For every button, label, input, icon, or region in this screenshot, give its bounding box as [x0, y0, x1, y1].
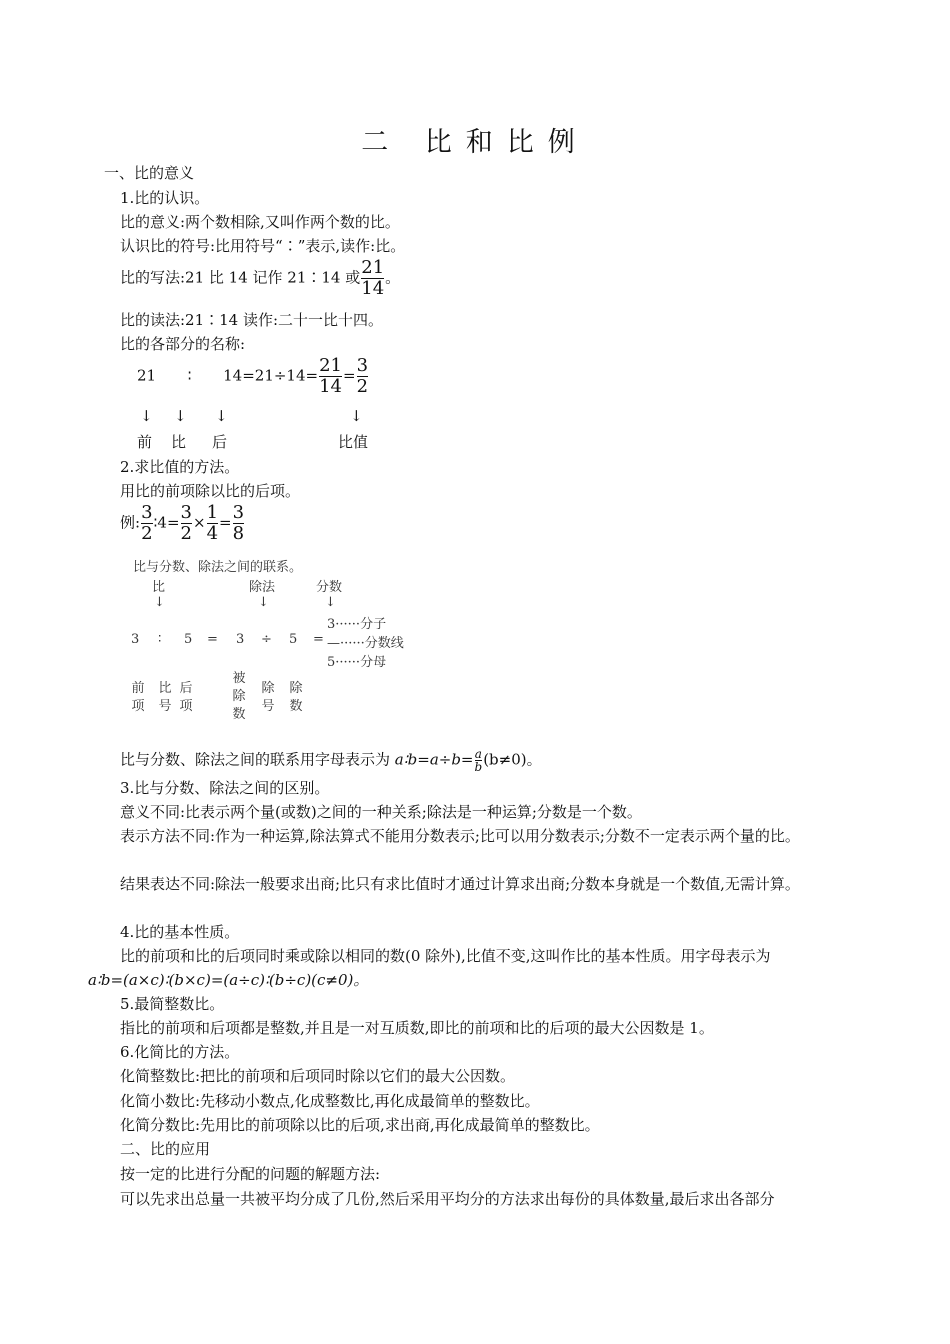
parts-colon: ∶: [187, 366, 192, 385]
subheading-3: 3.比与分数、除法之间的区别。: [120, 779, 330, 797]
paragraph-simplify-integer: 化简整数比:把比的前项和后项同时除以它们的最大公因数。: [120, 1067, 516, 1085]
figure-term: =: [207, 632, 218, 647]
down-arrow-icon: ↓: [258, 595, 269, 610]
paragraph-simplify-decimal: 化简小数比:先移动小数点,化成整数比,再化成最简单的整数比。: [120, 1092, 540, 1110]
fraction-numerator: a: [474, 747, 482, 761]
subheading-2: 2.求比值的方法。: [120, 458, 240, 476]
figure-label-division-sign: 除号: [261, 681, 275, 714]
paragraph-reading: 比的读法:21∶14 读作:二十一比十四。: [120, 311, 384, 329]
fraction-denominator: b: [474, 760, 483, 774]
paragraph-distribution-method: 按一定的比进行分配的问题的解题方法:: [120, 1165, 381, 1183]
section-heading-2: 二、比的应用: [120, 1140, 211, 1158]
figure-label-division: 除法: [249, 580, 276, 595]
subheading-1: 1.比的认识。: [120, 189, 210, 207]
example-fraction-d: [233, 503, 244, 544]
parts-front-term: 21: [137, 366, 157, 385]
subheading-5: 5.最简整数比。: [120, 995, 225, 1013]
paragraph-basic-property: 比的前项和比的后项同时乘或除以相同的数(0 除外),比值不变,这叫作比的基本性质。用字母表示为: [120, 947, 771, 965]
example-label: 例:: [120, 513, 141, 532]
figure-label-fraction: 分数: [316, 580, 343, 595]
figure-term: 5: [289, 632, 298, 647]
example-fraction-a: [141, 503, 152, 544]
figure-numerator-note: 3······分子: [327, 617, 387, 632]
down-arrow-icon: ↓: [140, 407, 153, 425]
relation-condition: (b≠0)。: [483, 750, 542, 769]
paragraph-simplify-fraction: 化简分数比:先用比的前项除以比的后项,求出商,再化成最简单的整数比。: [120, 1116, 600, 1134]
fraction-denominator: 14: [361, 278, 385, 299]
figure-title: 比与分数、除法之间的联系。: [133, 560, 303, 575]
fraction-numerator: 21: [319, 355, 342, 376]
paragraph-writing: [120, 258, 400, 299]
label-back: 后: [212, 433, 228, 451]
subheading-4: 4.比的基本性质。: [120, 923, 240, 941]
fraction-denominator: 8: [232, 523, 245, 544]
writing-end: 。: [385, 268, 401, 287]
paragraph-symbol: 认识比的符号:比用符号“∶”表示,读作:比。: [120, 237, 406, 255]
label-value: 比值: [338, 433, 369, 451]
page-title: 二 比和比例: [361, 127, 589, 158]
relation-fraction: [475, 748, 483, 773]
figure-term: ∶: [158, 632, 162, 647]
parts-back-term-expression: 14=21÷14=: [223, 366, 319, 385]
example-fraction-c: [207, 503, 218, 544]
fraction-denominator: 2: [141, 523, 153, 544]
figure-term: 3: [131, 632, 140, 647]
figure-term: 3: [236, 632, 245, 647]
figure-label-ratio-sign: 比号: [158, 681, 172, 714]
example-expression: [120, 503, 245, 544]
figure-label-dividend: 被除数: [232, 671, 246, 722]
subheading-6: 6.化简比的方法。: [120, 1043, 240, 1061]
example-equals: =: [219, 513, 232, 532]
down-arrow-icon: ↓: [174, 407, 187, 425]
parts-fraction-3-2: [357, 356, 368, 397]
paragraph-distribution-steps: 可以先求出总量一共被平均分成了几份,然后采用平均分的方法求出每份的具体数量,最后求出各部分: [120, 1190, 775, 1208]
figure-term: ÷: [261, 632, 272, 647]
fraction-numerator: 3: [232, 502, 245, 523]
fraction-denominator: 2: [180, 523, 192, 544]
down-arrow-icon: ↓: [350, 407, 363, 425]
paragraph-simplest-ratio: 指比的前项和后项都是整数,并且是一对互质数,即比的前项和比的后项的最大公因数是 1。: [120, 1019, 714, 1037]
relation-expression: a∶b=a÷b=: [394, 750, 474, 769]
basic-property-formula: a∶b=(a×c)∶(b×c)=(a÷c)∶(b÷c)(c≠0)。: [88, 971, 369, 989]
fraction-numerator: 3: [356, 355, 369, 376]
figure-denominator-note: 5······分母: [327, 655, 387, 670]
figure-label-divisor: 除数: [289, 681, 303, 714]
fraction-numerator: 3: [141, 502, 153, 523]
figure-label-front-term: 前项: [131, 681, 145, 714]
parts-expression: [137, 356, 369, 397]
fraction-denominator: 2: [356, 376, 369, 397]
down-arrow-icon: ↓: [215, 407, 228, 425]
writing-text: 比的写法:21 比 14 记作 21∶14 或: [120, 268, 361, 287]
example-times: ×: [192, 513, 206, 532]
example-fraction-b: [181, 503, 192, 544]
figure-term: =: [313, 632, 324, 647]
fraction-21-14: [361, 258, 384, 299]
figure-label-ratio: 比: [152, 580, 166, 595]
fraction-numerator: 1: [206, 502, 219, 523]
parts-fraction-21-14: [319, 356, 342, 397]
relation-text: 比与分数、除法之间的联系用字母表示为: [120, 750, 391, 769]
fraction-numerator: 21: [361, 257, 385, 278]
figure-term: 5: [184, 632, 193, 647]
paragraph-result-diff: 结果表达不同:除法一般要求出商;比只有求比值时才通过计算求出商;分数本身就是一个数值,无需计算。: [120, 875, 800, 893]
fraction-numerator: 3: [180, 502, 192, 523]
down-arrow-icon: ↓: [325, 595, 336, 610]
label-bi: 比: [171, 433, 187, 451]
fraction-denominator: 14: [319, 376, 342, 397]
section-heading-1: 一、比的意义: [104, 164, 195, 182]
label-front: 前: [137, 433, 153, 451]
paragraph-meaning: 比的意义:两个数相除,又叫作两个数的比。: [120, 213, 400, 231]
example-colon-four: ∶4=: [153, 513, 180, 532]
figure-fraction-line-note: —······分数线: [327, 636, 404, 651]
paragraph-parts: 比的各部分的名称:: [120, 335, 246, 353]
paragraph-relation: [120, 748, 542, 773]
paragraph-ratio-value-rule: 用比的前项除以比的后项。: [120, 482, 301, 500]
figure-label-back-term: 后项: [179, 681, 193, 714]
fraction-denominator: 4: [206, 523, 219, 544]
down-arrow-icon: ↓: [154, 595, 165, 610]
paragraph-meaning-diff: 意义不同:比表示两个量(或数)之间的一种关系;除法是一种运算;分数是一个数。: [120, 803, 642, 821]
parts-equals: =: [343, 366, 356, 385]
paragraph-representation-diff: 表示方法不同:作为一种运算,除法算式不能用分数表示;比可以用分数表示;分数不一定表示两个量的比。: [120, 827, 800, 845]
